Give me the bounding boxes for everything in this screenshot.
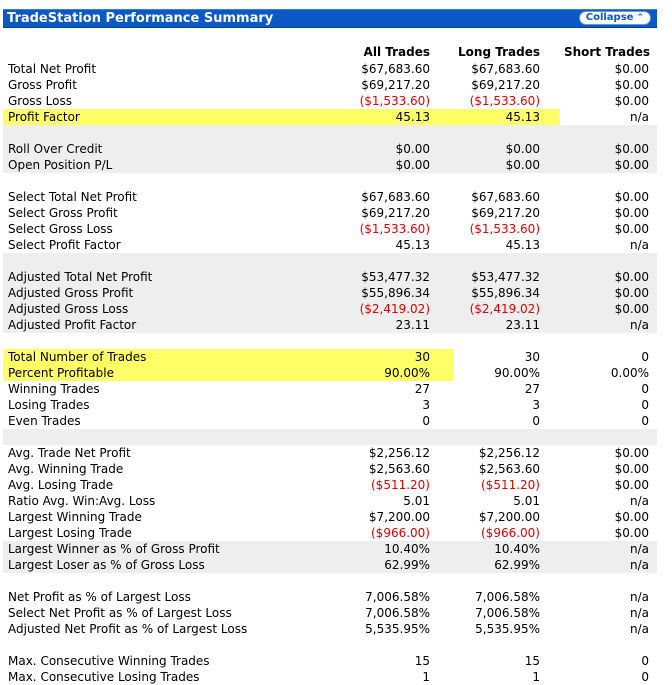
value-long-trades: 23.11 (505, 318, 540, 332)
value-short-trades: $0.00 (614, 78, 649, 92)
table-row (3, 93, 657, 109)
value-all-trades: 15 (414, 654, 430, 668)
value-short-trades: $0.00 (614, 222, 649, 236)
row-label: Adjusted Gross Loss (8, 302, 129, 316)
value-short-trades: n/a (629, 318, 649, 332)
table-row (3, 461, 657, 477)
table-row (3, 301, 657, 317)
value-short-trades: 0 (641, 382, 649, 396)
value-short-trades: $0.00 (614, 190, 649, 204)
value-all-trades: 90.00% (384, 366, 430, 380)
row-label: Avg. Trade Net Profit (8, 446, 131, 460)
value-all-trades: 45.13 (395, 238, 430, 252)
value-long-trades: $53,477.32 (471, 270, 540, 284)
table-row (3, 493, 657, 509)
table-row (3, 397, 657, 413)
table-row (3, 413, 657, 429)
row-label: Gross Loss (8, 94, 72, 108)
row-label: Adjusted Total Net Profit (8, 270, 153, 284)
table-row (3, 189, 657, 205)
value-all-trades: ($511.20) (371, 478, 430, 492)
value-long-trades: 10.40% (494, 542, 540, 556)
row-label: Select Total Net Profit (8, 190, 137, 204)
value-all-trades: ($1,533.60) (359, 94, 430, 108)
value-short-trades: 0 (641, 398, 649, 412)
value-all-trades: ($2,419.02) (359, 302, 430, 316)
value-short-trades: $0.00 (614, 526, 649, 540)
value-all-trades: 27 (414, 382, 430, 396)
table-row (3, 349, 657, 365)
value-long-trades: 30 (524, 350, 540, 364)
table-row (3, 141, 657, 157)
value-long-trades: 62.99% (494, 558, 540, 572)
row-label: Select Gross Profit (8, 206, 118, 220)
value-all-trades: 23.11 (395, 318, 430, 332)
value-all-trades: 7,006.58% (365, 606, 430, 620)
table-row (3, 109, 657, 125)
value-short-trades: n/a (629, 606, 649, 620)
value-long-trades: 45.13 (505, 110, 540, 124)
group-spacer (3, 429, 657, 445)
value-short-trades: $0.00 (614, 270, 649, 284)
group-spacer (3, 125, 657, 141)
value-long-trades: 7,006.58% (475, 606, 540, 620)
value-long-trades: ($2,419.02) (469, 302, 540, 316)
row-label: Net Profit as % of Largest Loss (8, 590, 191, 604)
value-short-trades: n/a (629, 238, 649, 252)
value-short-trades: 0 (641, 414, 649, 428)
group-spacer (3, 253, 657, 269)
table-row (3, 205, 657, 221)
value-short-trades: 0 (641, 654, 649, 668)
value-short-trades: n/a (629, 590, 649, 604)
row-label: Avg. Losing Trade (8, 478, 114, 492)
value-all-trades: $55,896.34 (361, 286, 430, 300)
value-short-trades: 0 (641, 670, 649, 684)
value-all-trades: $53,477.32 (361, 270, 430, 284)
value-short-trades: $0.00 (614, 94, 649, 108)
row-label: Adjusted Profit Factor (8, 318, 137, 332)
row-label: Winning Trades (8, 382, 100, 396)
value-all-trades: $0.00 (395, 142, 430, 156)
value-all-trades: $69,217.20 (361, 206, 430, 220)
row-label: Largest Winning Trade (8, 510, 142, 524)
value-long-trades: $7,200.00 (478, 510, 540, 524)
row-label: Largest Winner as % of Gross Profit (8, 542, 220, 556)
value-long-trades: 1 (532, 670, 540, 684)
value-short-trades: n/a (629, 622, 649, 636)
value-long-trades: ($1,533.60) (469, 222, 540, 236)
value-long-trades: $67,683.60 (471, 190, 540, 204)
table-row (3, 557, 657, 573)
table-row (3, 77, 657, 93)
value-short-trades: $0.00 (614, 510, 649, 524)
value-long-trades: 3 (532, 398, 540, 412)
value-long-trades: 15 (524, 654, 540, 668)
value-long-trades: $2,256.12 (478, 446, 540, 460)
value-all-trades: 7,006.58% (365, 590, 430, 604)
table-row (3, 269, 657, 285)
value-short-trades: $0.00 (614, 302, 649, 316)
value-all-trades: 45.13 (395, 110, 430, 124)
table-row (3, 621, 657, 637)
row-label: Select Profit Factor (8, 238, 121, 252)
value-all-trades: 1 (422, 670, 430, 684)
value-short-trades: $0.00 (614, 446, 649, 460)
table-row (3, 541, 657, 557)
value-short-trades: n/a (629, 110, 649, 124)
value-long-trades: 27 (524, 382, 540, 396)
row-label: Profit Factor (8, 110, 80, 124)
value-short-trades: n/a (629, 558, 649, 572)
table-row (3, 61, 657, 77)
value-long-trades: $2,563.60 (478, 462, 540, 476)
row-label: Total Net Profit (8, 62, 97, 76)
double-chevron-up-icon: ⌃ (636, 13, 644, 23)
row-label: Largest Loser as % of Gross Loss (8, 558, 205, 572)
summary-header-bar (3, 9, 657, 28)
row-label: Even Trades (8, 414, 81, 428)
value-long-trades: 45.13 (505, 238, 540, 252)
value-all-trades: 5.01 (403, 494, 430, 508)
table-row (3, 669, 657, 685)
value-all-trades: 0 (422, 414, 430, 428)
value-all-trades: 30 (414, 350, 430, 364)
value-short-trades: $0.00 (614, 462, 649, 476)
value-all-trades: $2,256.12 (368, 446, 430, 460)
row-label: Ratio Avg. Win:Avg. Loss (8, 494, 156, 508)
value-long-trades: $69,217.20 (471, 78, 540, 92)
value-long-trades: 5.01 (513, 494, 540, 508)
row-label: Roll Over Credit (8, 142, 103, 156)
table-row (3, 237, 657, 253)
group-spacer (3, 333, 657, 349)
column-header-all-trades: All Trades (363, 45, 430, 59)
value-long-trades: $0.00 (505, 142, 540, 156)
value-long-trades: 90.00% (494, 366, 540, 380)
value-short-trades: $0.00 (614, 478, 649, 492)
row-label: Avg. Winning Trade (8, 462, 124, 476)
table-row (3, 525, 657, 541)
row-label: Select Gross Loss (8, 222, 113, 236)
value-all-trades: $69,217.20 (361, 78, 430, 92)
collapse-button[interactable] (579, 11, 651, 25)
table-row (3, 589, 657, 605)
value-long-trades: $69,217.20 (471, 206, 540, 220)
value-long-trades: $67,683.60 (471, 62, 540, 76)
value-short-trades: 0.00% (610, 366, 649, 380)
table-row (3, 317, 657, 333)
table-row (3, 381, 657, 397)
value-all-trades: 62.99% (384, 558, 430, 572)
value-all-trades: $67,683.60 (361, 190, 430, 204)
row-label: Adjusted Net Profit as % of Largest Loss (8, 622, 248, 636)
collapse-label: Collapse (585, 12, 634, 23)
value-short-trades: n/a (629, 494, 649, 508)
value-long-trades: ($511.20) (481, 478, 540, 492)
value-all-trades: 3 (422, 398, 430, 412)
row-label: Percent Profitable (8, 366, 114, 380)
value-long-trades: 0 (532, 414, 540, 428)
row-label: Adjusted Gross Profit (8, 286, 134, 300)
value-short-trades: $0.00 (614, 158, 649, 172)
table-row (3, 653, 657, 669)
value-all-trades: $2,563.60 (368, 462, 430, 476)
value-all-trades: ($966.00) (371, 526, 430, 540)
value-all-trades: $67,683.60 (361, 62, 430, 76)
table-row (3, 605, 657, 621)
value-long-trades: $0.00 (505, 158, 540, 172)
summary-title: TradeStation Performance Summary (7, 11, 274, 26)
value-all-trades: $0.00 (395, 158, 430, 172)
value-long-trades: 7,006.58% (475, 590, 540, 604)
group-spacer (3, 637, 657, 653)
value-long-trades: $55,896.34 (471, 286, 540, 300)
value-all-trades: ($1,533.60) (359, 222, 430, 236)
row-label: Open Position P/L (8, 158, 113, 172)
value-all-trades: 10.40% (384, 542, 430, 556)
group-spacer (3, 173, 657, 189)
table-row (3, 477, 657, 493)
group-spacer (3, 573, 657, 589)
table-row (3, 445, 657, 461)
column-header-long-trades: Long Trades (458, 45, 540, 59)
row-label: Largest Losing Trade (8, 526, 132, 540)
row-label: Max. Consecutive Losing Trades (8, 670, 200, 684)
table-row (3, 509, 657, 525)
value-short-trades: $0.00 (614, 62, 649, 76)
table-row (3, 285, 657, 301)
value-short-trades: 0 (641, 350, 649, 364)
row-label: Total Number of Trades (8, 350, 147, 364)
value-all-trades: $7,200.00 (368, 510, 430, 524)
value-long-trades: ($966.00) (481, 526, 540, 540)
value-short-trades: $0.00 (614, 142, 649, 156)
row-label: Losing Trades (8, 398, 90, 412)
performance-table (3, 61, 657, 685)
value-long-trades: 5,535.95% (475, 622, 540, 636)
table-row (3, 157, 657, 173)
value-long-trades: ($1,533.60) (469, 94, 540, 108)
value-short-trades: $0.00 (614, 206, 649, 220)
column-header-short-trades: Short Trades (563, 45, 650, 59)
row-label: Select Net Profit as % of Largest Loss (8, 606, 232, 620)
table-row (3, 221, 657, 237)
value-all-trades: 5,535.95% (365, 622, 430, 636)
table-row (3, 365, 657, 381)
value-short-trades: n/a (629, 542, 649, 556)
value-short-trades: $0.00 (614, 286, 649, 300)
row-label: Max. Consecutive Winning Trades (8, 654, 210, 668)
row-label: Gross Profit (8, 78, 77, 92)
